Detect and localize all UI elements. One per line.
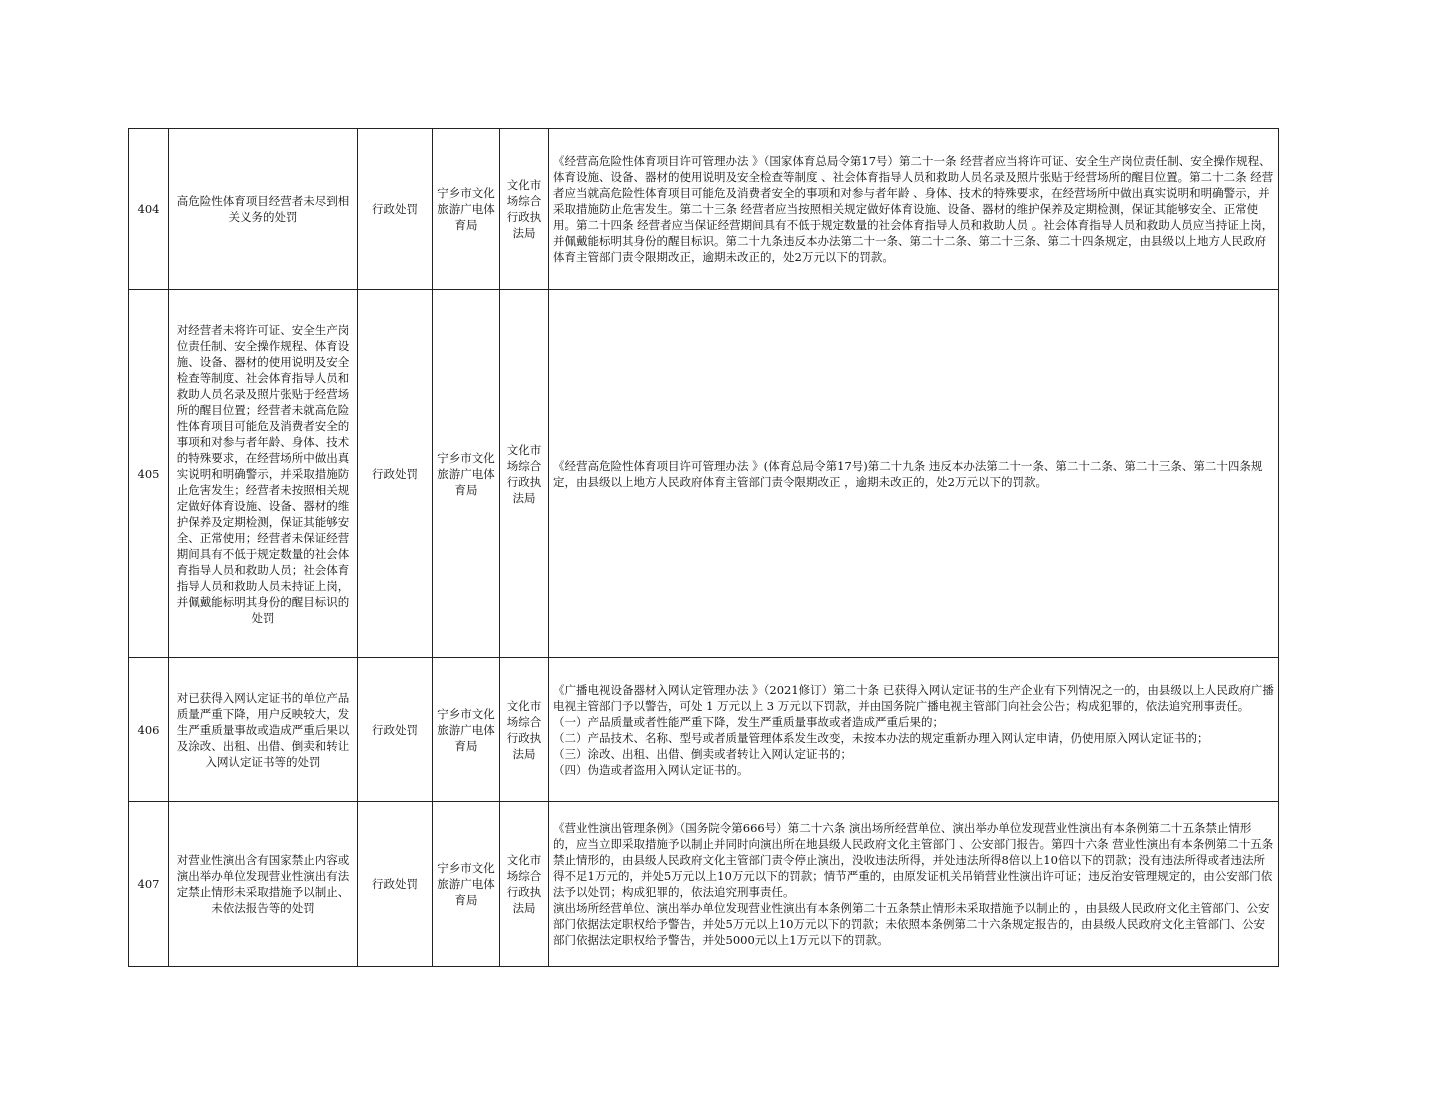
executing-agency: 文化市场综合行政执法局 [500,290,549,658]
legal-basis-clause: （三）涂改、出租、出借、倒卖或者转让入网认定证书的； [553,746,852,761]
legal-basis-paragraph: 《经营高危险性体育项目许可管理办法 》(体育总局令第17号)第二十九条 违反本办法第二十一条、第二十二条、第二十三条、第二十四条规定，由县级以上地方人民政府体育主管部门责令限期改正 ，逾期未改正的，处2万元以下的罚款。 [553,458,1263,489]
legal-basis-clause: （二）产品技术、名称、型号或者质量管理体系发生改变，未按本办法的规定重新办理入网认定申请，仍使用原入网认定证书的； [553,730,1209,745]
responsible-department: 宁乡市文化旅游广电体育局 [433,658,500,802]
penalty-table [128,128,1279,967]
row-number: 405 [129,290,169,658]
table-row [129,658,1279,802]
legal-basis-clause: （一）产品质量或者性能严重下降，发生严重质量事故或者造成严重后果的； [553,714,944,729]
legal-basis [549,129,1279,290]
row-number: 407 [129,802,169,967]
item-type: 行政处罚 [358,658,433,802]
legal-basis [549,290,1279,658]
item-name: 对经营者未将许可证、安全生产岗位责任制、安全操作规程、体育设施、设备、器材的使用说明及安全检查等制度、社会体育指导人员和救助人员名录及照片张贴于经营场所的醒目位置；经营者未就高危险性体育项目可能危及消费者安全的事项和对参与者年龄、身体、技术的特殊要求，在经营场所中做出真实说明和明确警示，并采取措施防止危害发生；经营者未按照相关规定做好体育设施、设备、器材的维护保养及定期检测，保证其能够安全、正常使用；经营者未保证经营期间具有不低于规定数量的社会体育指导人员和救助人员；社会体育指导人员和救助人员未持证上岗，并佩戴能标明其身份的醒目标识的处罚 [169,290,358,658]
item-type: 行政处罚 [358,290,433,658]
executing-agency: 文化市场综合行政执法局 [500,802,549,967]
responsible-department: 宁乡市文化旅游广电体育局 [433,802,500,967]
legal-basis-paragraph: 《广播电视设备器材入网认定管理办法 》（2021修订）第二十条 已获得入网认定证书的生产企业有下列情况之一的，由县级以上人民政府广播电视主管部门予以警告，可处 1 万元以上 3 万元以下罚款，并由国务院广播电视主管部门向社会公告；构成犯罪的，依法追究刑事责任。 [553,682,1274,713]
executing-agency: 文化市场综合行政执法局 [500,129,549,290]
responsible-department: 宁乡市文化旅游广电体育局 [433,129,500,290]
item-name: 高危险性体育项目经营者未尽到相关义务的处罚 [169,129,358,290]
legal-basis-clause: （四）伪造或者盗用入网认定证书的。 [553,762,749,777]
table-row [129,802,1279,967]
legal-basis [549,658,1279,802]
table-row [129,129,1279,290]
legal-basis-paragraph: 《经营高危险性体育项目许可管理办法 》（国家体育总局令第17号）第二十一条 经营者应当将许可证、安全生产岗位责任制、安全操作规程、体育设施、设备、器材的使用说明及安全检查等制度 、社会体育指导人员和救助人员名录及照片张贴于经营场所的醒目位置。第二十二条 经营者应当就高危险性体育项目可能危及消费者安全的事项和对参与者年龄 、身体、技术的特殊要求，在经营场所中做出真实说明和明确警示，并采取措施防止危害发生。第二十三条 经营者应当按照相关规定做好体育设施、设备、器材的维护保养及定期检测，保证其能够安全、正常使用。第二十四条 经营者应当保证经营期间具有不低于规定数量的社会体育指导人员和救助人员 。社会体育指导人员和救助人员应当持证上岗，并佩戴能标明其身份的醒目标识。第二十九条违反本办法第二十一条、第二十二条、第二十三条、第二十四条规定，由县级以上地方人民政府体育主管部门责令限期改正，逾期未改正的，处2万元以下的罚款。 [553,154,1274,264]
responsible-department: 宁乡市文化旅游广电体育局 [433,290,500,658]
table-row [129,290,1279,658]
legal-basis [549,802,1279,967]
row-number: 406 [129,658,169,802]
item-name: 对已获得入网认定证书的单位产品质量严重下降，用户反映较大，发生严重质量事故或造成严重后果以及涂改、出租、出借、倒卖和转让入网认定证书等的处罚 [169,658,358,802]
item-type: 行政处罚 [358,802,433,967]
item-type: 行政处罚 [358,129,433,290]
executing-agency: 文化市场综合行政执法局 [500,658,549,802]
row-number: 404 [129,129,169,290]
legal-basis-paragraph: 演出场所经营单位、演出举办单位发现营业性演出有本条例第二十五条禁止情形未采取措施予以制止的 ，由县级人民政府文化主管部门、公安部门依据法定职权给予警告，并处5万元以上10万元以下的罚款；未依照本条例第二十六条规定报告的，由县级人民政府文化主管部门、公安部门依据法定职权给予警告，并处5000元以上1万元以下的罚款。 [553,901,1270,947]
item-name: 对营业性演出含有国家禁止内容或演出举办单位发现营业性演出有法定禁止情形未采取措施予以制止、未依法报告等的处罚 [169,802,358,967]
legal-basis-paragraph: 《营业性演出管理条例》（国务院令第666号）第二十六条 演出场所经营单位、演出举办单位发现营业性演出有本条例第二十五条禁止情形的，应当立即采取措施予以制止并同时向演出所在地县级人民政府文化主管部门 、公安部门报告。第四十六条 营业性演出有本条例第二十五条禁止情形的，由县级人民政府文化主管部门责令停止演出，没收违法所得，并处违法所得8倍以上10倍以下的罚款；没有违法所得或者违法所得不足1万元的，并处5万元以上10万元以下的罚款；情节严重的，由原发证机关吊销营业性演出许可证；违反治安管理规定的，由公安部门依法予以处罚；构成犯罪的，依法追究刑事责任。 [553,821,1274,899]
